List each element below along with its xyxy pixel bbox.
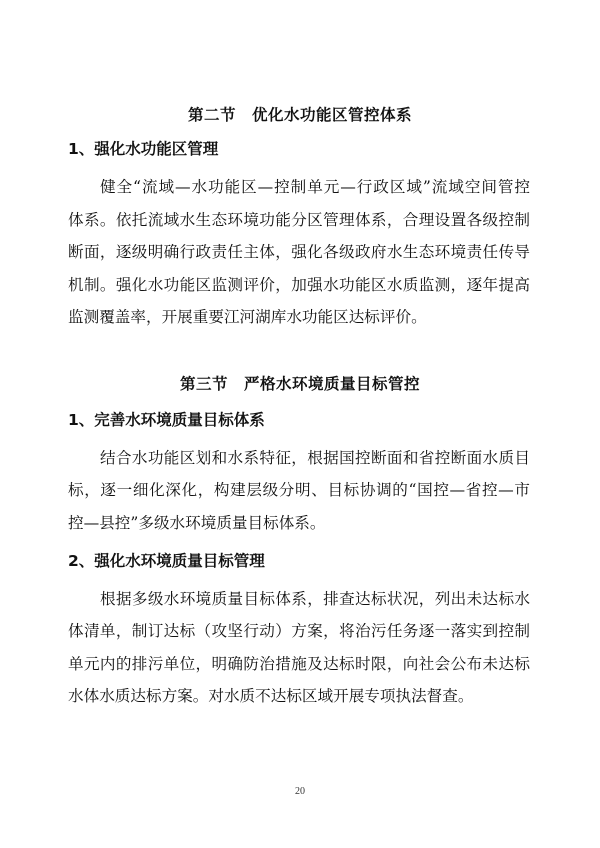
subsection-heading: 2、强化水环境质量目标管理	[68, 552, 265, 570]
paragraph-line: 体清单，制订达标（攻坚行动）方案，将治污任务逐一落实到控制	[68, 622, 530, 640]
paragraph-line: 断面，逐级明确行政责任主体，强化各级政府水生态环境责任传导	[68, 243, 530, 261]
page-number: 20	[295, 786, 305, 797]
paragraph-line: 体系。依托流域水生态环境功能分区管理体系，合理设置各级控制	[68, 211, 530, 229]
paragraph-line: 控—县控”多级水环境质量目标体系。	[68, 514, 326, 532]
paragraph-line: 标，逐一细化深化，构建层级分明、目标协调的“国控—省控—市	[68, 481, 530, 499]
section-title: 第三节 严格水环境质量目标管控	[179, 375, 420, 393]
paragraph-line: 结合水功能区划和水系特征，根据国控断面和省控断面水质目	[100, 449, 530, 467]
subsection-heading: 1、强化水功能区管理	[68, 140, 219, 158]
paragraph-line: 健全“流域—水功能区—控制单元—行政区域”流域空间管控	[100, 178, 530, 196]
paragraph-line: 机制。强化水功能区监测评价，加强水功能区水质监测，逐年提高	[68, 276, 530, 294]
paragraph-line: 监测覆盖率，开展重要江河湖库水功能区达标评价。	[68, 308, 427, 326]
paragraph-line: 水体水质达标方案。对水质不达标区域开展专项执法督查。	[68, 687, 474, 705]
paragraph-line: 根据多级水环境质量目标体系，排查达标状况，列出未达标水	[100, 590, 530, 608]
subsection-heading: 1、完善水环境质量目标体系	[68, 411, 265, 429]
paragraph-line: 单元内的排污单位，明确防治措施及达标时限，向社会公布未达标	[68, 655, 530, 673]
section-title: 第二节 优化水功能区管控体系	[187, 106, 412, 124]
